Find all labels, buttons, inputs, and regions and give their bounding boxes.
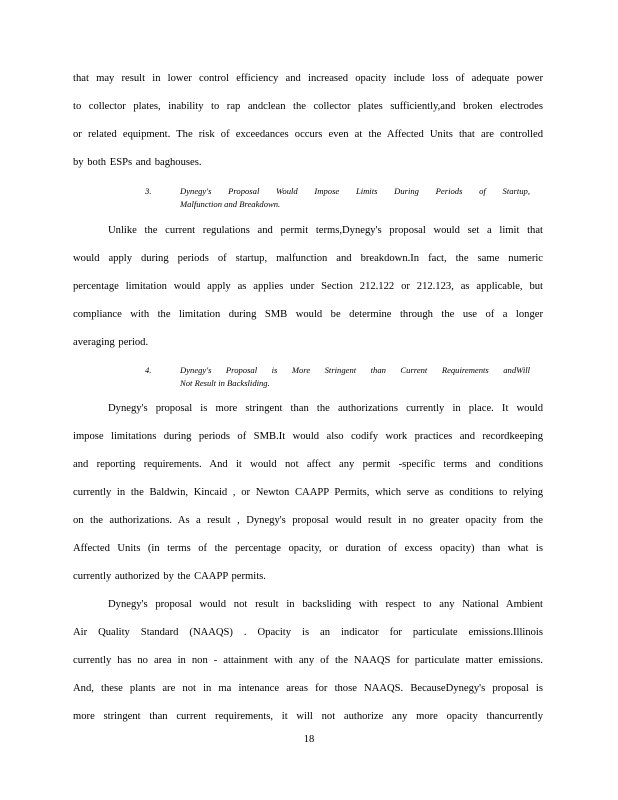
paragraph-line: Dynegy's proposal would not result in backsliding with respect to any National Ambient xyxy=(108,599,543,610)
paragraph-line: percentage limitation would apply as applies under Section 212.122 or 212.123, as applicable, but xyxy=(73,281,543,292)
section-heading: Malfunction and Breakdown. xyxy=(180,199,281,209)
paragraph-line: and reporting requirements. And it would not affect any permit -specific terms and conditions xyxy=(73,459,543,470)
section-heading: Dynegy's Proposal Would Impose Limits During Periods of Startup, xyxy=(180,186,530,196)
paragraph-line: currently has no area in non - attainment with any of the NAAQS for particulate matter emissions. xyxy=(73,655,543,666)
paragraph-line: that may result in lower control efficiency and increased opacity include loss of adequate power xyxy=(73,73,543,84)
paragraph-line: And, these plants are not in ma intenance areas for those NAAQS. BecauseDynegy's proposal is xyxy=(73,683,543,694)
paragraph-line: or related equipment. The risk of exceedances occurs even at the Affected Units that are controlled xyxy=(73,129,543,140)
paragraph-line: on the authorizations. As a result , Dynegy's proposal would result in no greater opacity from the xyxy=(73,515,543,526)
paragraph-line: compliance with the limitation during SMB would be determine through the use of a longer xyxy=(73,309,543,320)
paragraph-line: averaging period. xyxy=(73,337,149,348)
paragraph-line: to collector plates, inability to rap andclean the collector plates sufficiently,and broken electrodes xyxy=(73,101,543,112)
paragraph-line: Dynegy's proposal is more stringent than the authorizations currently in place. It would xyxy=(108,403,543,414)
section-heading: Not Result in Backsliding. xyxy=(180,378,270,388)
paragraph-line: more stringent than current requirements, it will not authorize any more opacity thancurrently xyxy=(73,711,543,722)
section-heading: Dynegy's Proposal is More Stringent than Current Requirements andWill xyxy=(180,365,530,375)
paragraph-line: Affected Units (in terms of the percentage opacity, or duration of excess opacity) than what is xyxy=(73,543,543,554)
paragraph-line: Air Quality Standard (NAAQS) . Opacity is an indicator for particulate emissions.Illinois xyxy=(73,627,543,638)
paragraph-line: Unlike the current regulations and permit terms,Dynegy's proposal would set a limit that xyxy=(108,225,543,236)
paragraph-line: would apply during periods of startup, malfunction and breakdown.In fact, the same numeric xyxy=(73,253,543,264)
heading-number: 3. xyxy=(145,186,152,196)
paragraph-line: currently in the Baldwin, Kincaid , or Newton CAAPP Permits, which serve as conditions to relying xyxy=(73,487,543,498)
paragraph-line: impose limitations during periods of SMB.It would also codify work practices and recordkeeping xyxy=(73,431,543,442)
paragraph-line: by both ESPs and baghouses. xyxy=(73,157,202,168)
paragraph-line: currently authorized by the CAAPP permits. xyxy=(73,571,266,582)
heading-number: 4. xyxy=(145,365,152,375)
page-number: 18 xyxy=(303,734,315,745)
